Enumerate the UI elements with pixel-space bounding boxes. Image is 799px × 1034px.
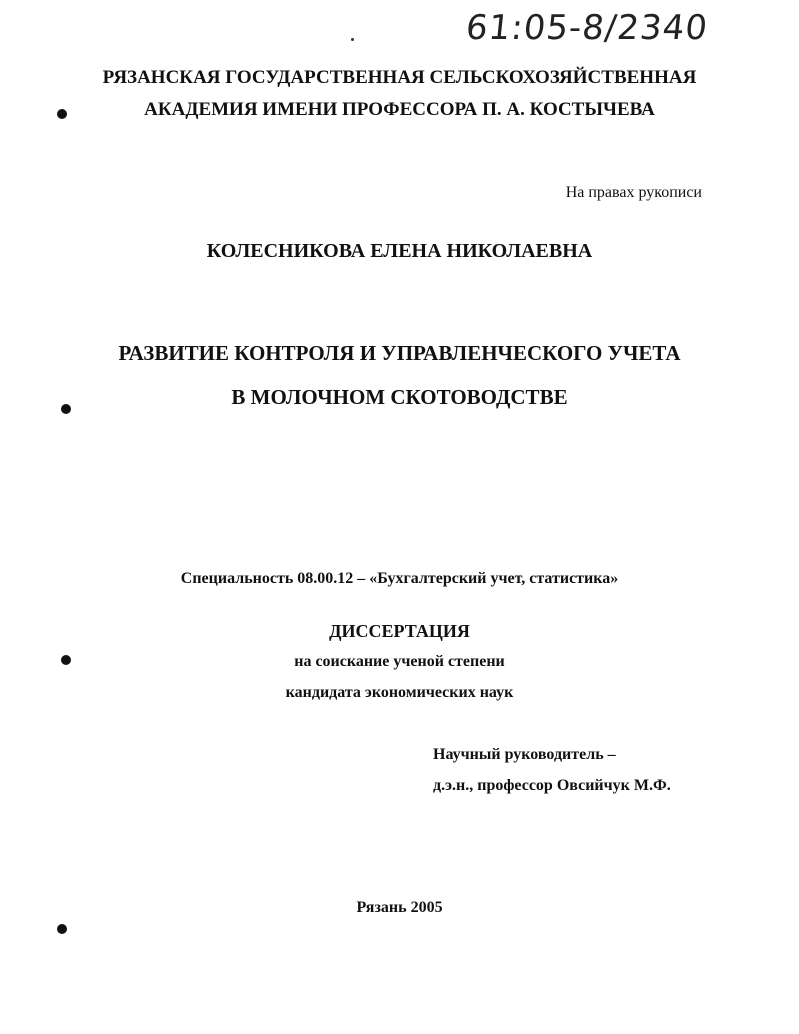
manuscript-rights-note: На правах рукописи (565, 184, 702, 201)
thesis-title-line-1: РАЗВИТИЕ КОНТРОЛЯ И УПРАВЛЕНЧЕСКОГО УЧЕТА (118, 341, 681, 365)
institution-line-1: РЯЗАНСКАЯ ГОСУДАРСТВЕННАЯ СЕЛЬСКОХОЗЯЙСТВЕННАЯ (102, 67, 697, 88)
supervisor-label: Научный руководитель – (433, 746, 616, 763)
degree-line-2: кандидата экономических наук (285, 684, 514, 701)
scan-speck (351, 38, 354, 41)
specialty-line: Специальность 08.00.12 – «Бухгалтерский учет, статистика» (180, 570, 619, 587)
author-name: КОЛЕСНИКОВА ЕЛЕНА НИКОЛАЕВНА (206, 240, 593, 262)
handwritten-archive-number: 61:05-8/2340 (463, 8, 710, 48)
institution-line-2: АКАДЕМИЯ ИМЕНИ ПРОФЕССОРА П. А. КОСТЫЧЕВА (144, 99, 655, 120)
degree-line-1: на соискание ученой степени (294, 653, 505, 670)
thesis-title-line-2: В МОЛОЧНОМ СКОТОВОДСТВЕ (231, 385, 568, 409)
dissertation-label: ДИССЕРТАЦИЯ (329, 621, 470, 641)
punch-hole-mark (57, 924, 67, 934)
city-year: Рязань 2005 (356, 899, 443, 916)
supervisor-name: д.э.н., профессор Овсийчук М.Ф. (433, 777, 671, 794)
